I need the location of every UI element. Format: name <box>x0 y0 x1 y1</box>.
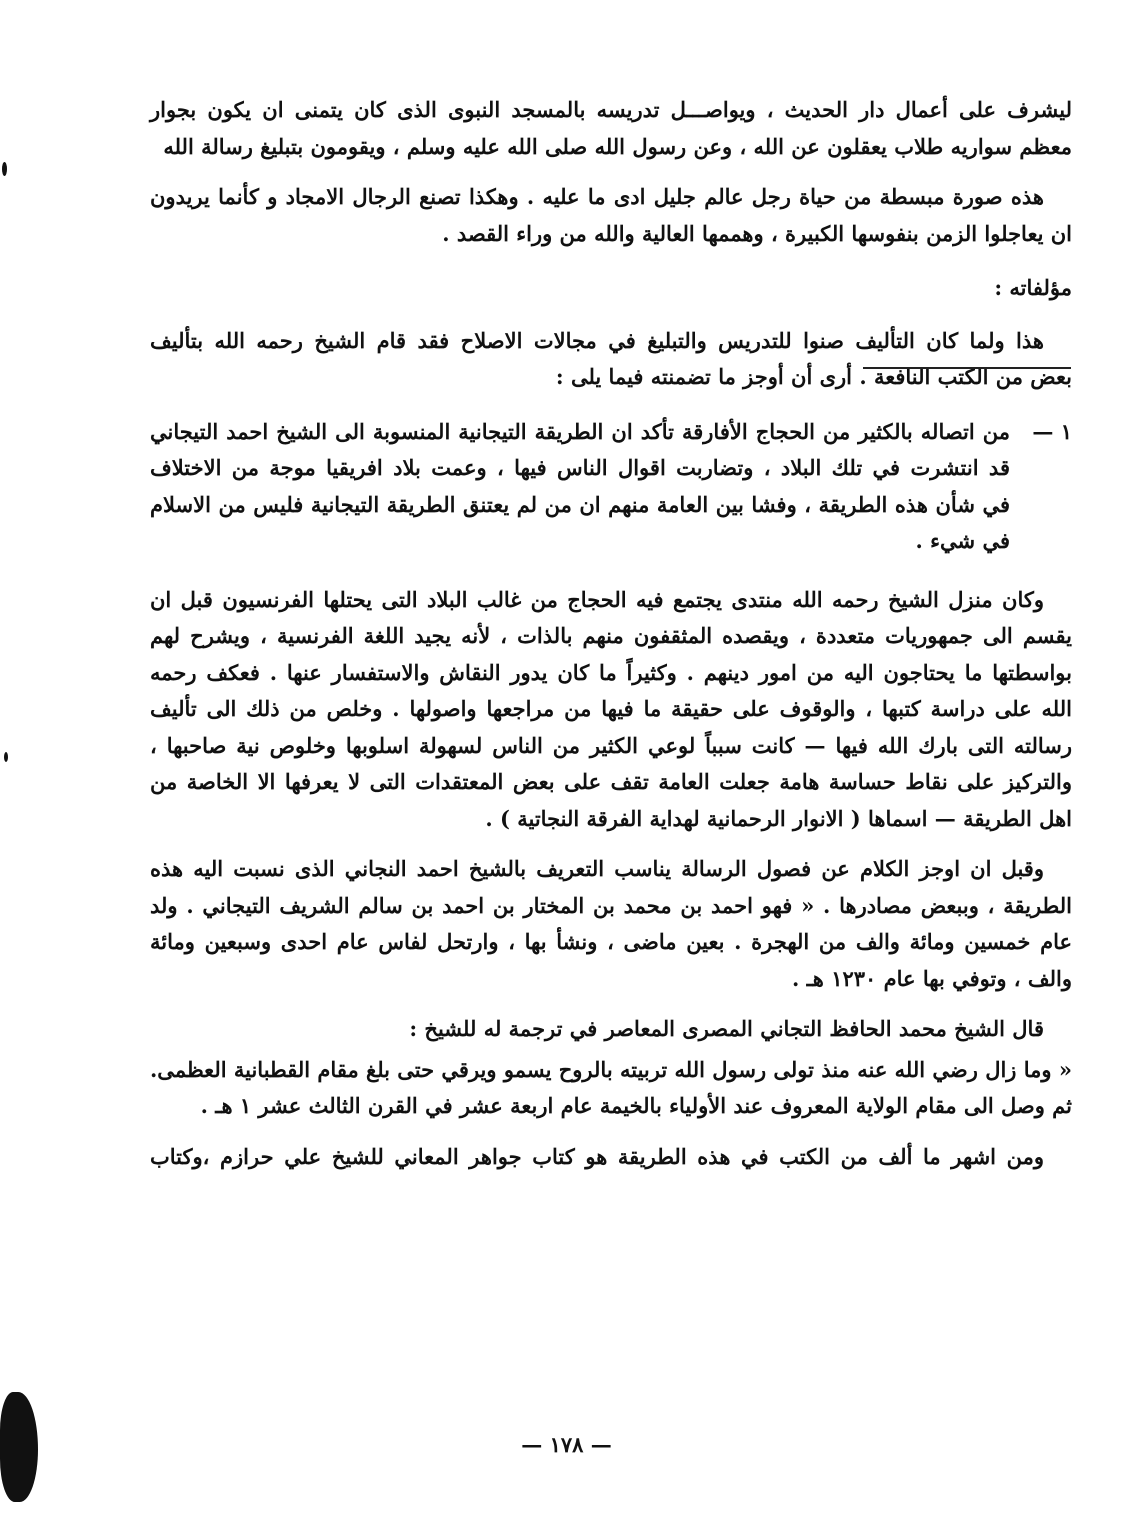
quote-paragraph <box>150 1052 1072 1125</box>
text-line: ثم وصل الى مقام الولاية المعروف عند الأولياء بالخيمة عام اربعة عشر في القرن الثالث عشر ١ هـ . <box>200 1093 1072 1118</box>
text-line: والف ، وتوفي بها عام ١٢٣٠ هـ . <box>792 965 1072 991</box>
text-line: اهل الطريقة — اسماها ( الانوار الرحمانية لهداية الفرقة النجاتية ) . <box>485 805 1072 831</box>
text-line: الله على دراسة كتبها ، والوقوف على حقيقة ما فيها من مراجعها واصولها . وخلص من ذلك الى تأليف <box>150 696 1072 721</box>
text-line: في شيء . <box>915 528 1010 553</box>
text-line: هذه صورة مبسطة من حياة رجل عالم جليل ادى ما عليه . وهكذا تصنع الرجال الامجاد و كأنما يريدون <box>150 184 1044 209</box>
document-page <box>150 92 1072 1189</box>
text-line: ومن اشهر ما ألف من الكتب في هذه الطريقة هو كتاب جواهر المعاني للشيخ علي حرازم ،وكتاب <box>150 1143 1044 1169</box>
paragraph-1 <box>150 92 1072 165</box>
heading-underline <box>863 367 1071 369</box>
text-line: الطريقة ، وببعض مصادرها . « فهو احمد بن محمد بن المختار بن احمد بن سالم الشريف التيجاني . ولد <box>150 892 1072 918</box>
text-line: ليشرف على أعمال دار الحديث ، ويواصـــل تدريسه بالمسجد النبوى الذى كان يتمنى ان يكون بجوار <box>150 97 1072 122</box>
text-line: والتركيز على نقاط حساسة هامة جعلت العامة تقف على بعض المعتقدات التى لا يعرفها الا الخاصة من <box>150 769 1072 794</box>
text-line: « وما زال رضي الله عنه منذ تولى رسول الله تربيته بالروح يسمو ويرقي حتى بلغ مقام القطبانية العظمى. <box>150 1056 1072 1082</box>
text-line: رسالته التى بارك الله فيها — كانت سبباً لوعي الكثير من الناس لسهولة اسلوبها وخلوص نية صاحبها ، <box>150 732 1072 758</box>
text-line: هذا ولما كان التأليف صنوا للتدريس والتبليغ في مجالات الاصلاح فقد قام الشيخ رحمه الله بتأليف <box>150 327 1044 353</box>
list-item-number: ١ — <box>1032 418 1072 444</box>
paragraph-5 <box>150 1011 1072 1048</box>
scan-smudge <box>0 1392 38 1502</box>
section-heading: مؤلفاته : <box>994 275 1072 300</box>
text-line: قد انتشرت في تلك البلاد ، وتضاربت اقوال الناس فيها ، وعمت بلاد افريقيا موجة من الاختلاف <box>150 455 1010 480</box>
text-line: بواسطتها ما يحتاجون اليه من امور دينهم . وكثيراً ما كان يدور النقاش والاستفسار عنها . فعكف رحمه <box>150 659 1072 685</box>
page-number: — ١٧٨ — <box>521 1432 612 1457</box>
text-line: عام خمسين ومائة والف من الهجرة . بعين ماضى ، ونشأ بها ، وارتحل لفاس عام احدى وسبعين ومائة <box>150 929 1072 954</box>
scan-mark <box>4 752 8 762</box>
text-line: من اتصاله بالكثير من الحجاج الأفارقة تأكد ان الطريقة التيجانية المنسوبة الى الشيخ احمد التيجاني <box>150 418 1010 444</box>
section-heading-wrap <box>150 266 1072 313</box>
scan-mark <box>2 162 7 176</box>
paragraph-3 <box>150 582 1072 838</box>
text-line: وكان منزل الشيخ رحمه الله منتدى يجتمع فيه الحجاج من غالب البلاد التى يحتلها الفرنسيون قبل ان <box>150 586 1044 612</box>
text-line: معظم سواريه طلاب يعقلون عن الله ، وعن رسول الله صلى الله عليه وسلم ، ويقومون بتبليغ رسالة الله <box>163 133 1072 159</box>
paragraph-2 <box>150 179 1072 252</box>
paragraph-6 <box>150 1139 1072 1176</box>
list-item-1 <box>150 414 1072 560</box>
intro-paragraph <box>150 323 1072 396</box>
text-line: ان يعاجلوا الزمن بنفوسها الكبيرة ، وهممها العالية والله من وراء القصد . <box>442 220 1072 246</box>
paragraph-4 <box>150 851 1072 997</box>
text-line: في شأن هذه الطريقة ، وفشا بين العامة منهم ان من لم يعتنق الطريقة التيجانية فليس من الاسلام <box>150 491 1010 517</box>
text-line: وقبل ان اوجز الكلام عن فصول الرسالة يناسب التعريف بالشيخ احمد النجاني الذى نسبت اليه هذه <box>150 856 1044 881</box>
text-line: بعض من الكتب النافعة . أرى أن أوجز ما تضمنته فيما يلى : <box>555 364 1072 389</box>
text-line: يقسم الى جمهوريات متعددة ، ويقصده المثقفون منهم بالذات ، لأنه يجيد اللغة الفرنسية ، ويشرح لهم <box>150 623 1072 648</box>
text-line: قال الشيخ محمد الحافظ التجاني المصرى المعاصر في ترجمة له للشيخ : <box>409 1016 1044 1041</box>
